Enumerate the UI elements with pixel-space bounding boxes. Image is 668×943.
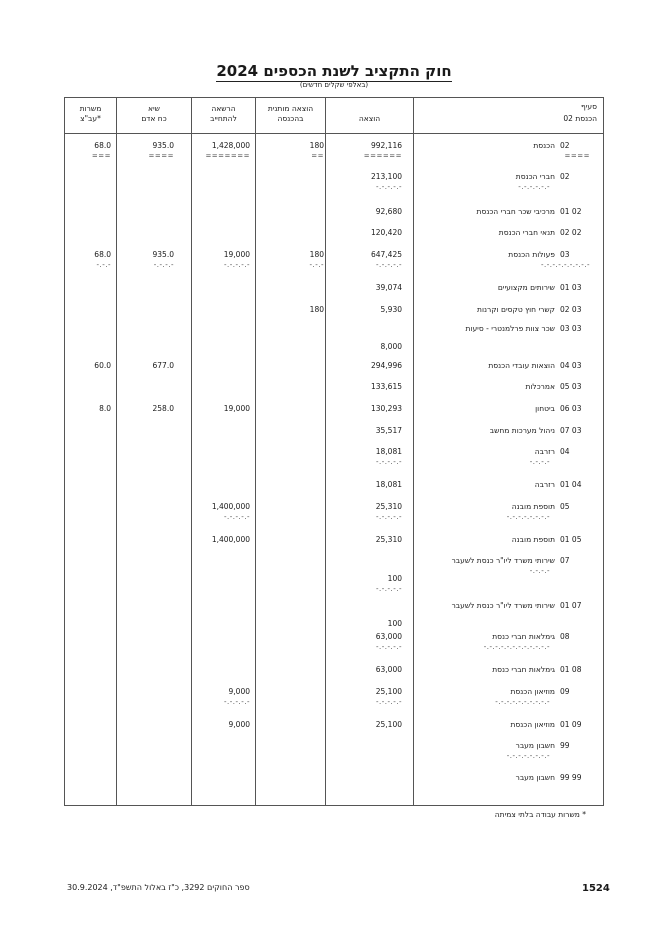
expense-separator-mark: -.-.-.-.- (375, 261, 402, 269)
row-separator-mark: -.-.-.- (529, 567, 550, 575)
row-section-name: תוספת מובנה (511, 535, 555, 544)
row-section-code: 03 (560, 250, 570, 259)
row-expense: 25,310 (375, 535, 402, 544)
row-section-name: מוזיאון הכנסת (510, 687, 555, 696)
row-conditional-expense: 180 (309, 305, 324, 314)
row-section-code: 01 09 (560, 720, 582, 729)
conditional-separator-mark: -.-.- (309, 261, 324, 269)
row-section-name: חשבון מעבר (515, 741, 555, 750)
row-separator-mark: -.-.-.- (529, 458, 550, 466)
page-subtitle: (באלפי שקלים חדשים) (299, 81, 369, 89)
header-conditional: הוצאה מותנית בהכנסה (267, 104, 314, 123)
row-separator-mark: -.-.-.-.-.-.-.- (506, 752, 550, 760)
expense-separator-mark: ====== (363, 152, 402, 160)
row-section-name: פעולות הכנסת (508, 250, 555, 259)
row-section-name: ביטחון (535, 404, 555, 413)
peak-separator-mark: ==== (148, 152, 174, 160)
row-expense: 8,000 (380, 342, 402, 351)
row-expense: 25,100 (375, 720, 402, 729)
row-expense: 39,074 (375, 283, 402, 292)
header-peak: שיא כח אדם (141, 104, 167, 123)
row-separator-mark: -.-.-.-.-.-.-.-.-.-.-.- (483, 643, 550, 651)
header-positions: משרות עב"צ* (79, 104, 102, 123)
commitment-separator-mark: ======= (205, 152, 250, 160)
row-separator-mark: -.-.-.-.-.- (518, 183, 550, 191)
row-peak-manpower: 677.0 (152, 361, 174, 370)
row-expense: 63,000 (375, 632, 402, 641)
row-section-code: 05 03 (560, 382, 582, 391)
row-section-name: גימלאות חברי כנסת (492, 632, 555, 641)
page-title: חוק התקציב לשנת הכספים 2024 (216, 62, 452, 80)
row-peak-manpower: 935.0 (152, 141, 174, 150)
row-section-name: הוצאות עובדי הכנסת (488, 361, 555, 370)
row-section-name: קשרי חוץ טקסים וקרנות (477, 305, 555, 314)
commitment-separator-mark: -.-.-.-.- (223, 513, 250, 521)
row-expense: 18,081 (375, 480, 402, 489)
row-section-name: אמרכלות (525, 382, 555, 391)
row-commitment: 19,000 (223, 404, 250, 413)
row-commitment: 1,400,000 (211, 535, 250, 544)
page-number: 1524 (582, 883, 610, 894)
row-section-code: 99 (560, 741, 570, 750)
row-conditional-expense: 180 (309, 141, 324, 150)
row-section-name: שירותי משרד ליו"ר כנסת לשעבר (451, 556, 555, 565)
row-section-code: 05 (560, 502, 570, 511)
row-positions: 68.0 (94, 141, 111, 150)
row-conditional-expense: 180 (309, 250, 324, 259)
row-section-code: 02 (560, 172, 570, 181)
row-section-code: 02 02 (560, 228, 582, 237)
row-expense: 130,293 (370, 404, 402, 413)
row-section-code: 04 (560, 447, 570, 456)
row-expense: 63,000 (375, 665, 402, 674)
row-expense: 647,425 (370, 250, 402, 259)
row-section-code: 08 (560, 632, 570, 641)
row-commitment: 1,428,000 (211, 141, 250, 150)
row-section-name: מוזיאון הכנסת (510, 720, 555, 729)
row-expense: 25,100 (375, 687, 402, 696)
row-section-name: תנאי חברי הכנסת (498, 228, 555, 237)
row-expense: 120,420 (370, 228, 402, 237)
row-section-code: 01 07 (560, 601, 582, 610)
row-expense: 100 (387, 574, 402, 583)
peak-separator-mark: -.-.-.- (153, 261, 174, 269)
row-section-code: 07 03 (560, 426, 582, 435)
row-section-name: גימלאות חברי כנסת (492, 665, 555, 674)
row-positions: 8.0 (99, 404, 111, 413)
row-separator-mark: -.-.-.-.-.-.-.-.-.- (495, 698, 550, 706)
row-section-code: 02 (560, 141, 570, 150)
row-section-name: ניהול מערכות מחשב (489, 426, 555, 435)
row-peak-manpower: 258.0 (152, 404, 174, 413)
row-section-name: רזרבה (534, 447, 555, 456)
row-section-code: 04 03 (560, 361, 582, 370)
positions-separator-mark: === (91, 152, 111, 160)
row-section-code: 99 99 (560, 773, 582, 782)
row-section-name: רזרבה (534, 480, 555, 489)
footer-source: ספר החוקים 3292, כ"ז באלול התשפ"ד, 30.9.2024 (67, 883, 250, 892)
row-expense: 25,310 (375, 502, 402, 511)
row-section-name: שכר צוות פרלמנטרי - סיעות (465, 324, 555, 333)
commitment-separator-mark: -.-.-.-.- (223, 261, 250, 269)
row-separator-mark: -.-.-.-.-.-.-.-.- (540, 261, 590, 269)
expense-separator-mark: -.-.-.-.- (375, 643, 402, 651)
positions-separator-mark: -.-.- (96, 261, 111, 269)
row-positions: 68.0 (94, 250, 111, 259)
row-positions: 60.0 (94, 361, 111, 370)
row-separator-mark: ==== (564, 152, 590, 160)
row-section-name: שירותי משרד ליו"ר כנסת לשעבר (451, 601, 555, 610)
row-section-code: 03 03 (560, 324, 582, 333)
row-section-code: 01 04 (560, 480, 582, 489)
row-section-code: 01 02 (560, 207, 582, 216)
row-section-code: 02 03 (560, 305, 582, 314)
header-section: סעיף 02 הכנסת (563, 102, 597, 123)
row-section-name: חברי הכנסת (515, 172, 555, 181)
row-expense: 100 (387, 619, 402, 628)
row-expense: 5,930 (380, 305, 402, 314)
row-section-name: מרכיבי שכר חברי הכנסת (476, 207, 555, 216)
row-section-code: 01 08 (560, 665, 582, 674)
row-commitment: 9,000 (228, 687, 250, 696)
conditional-separator-mark: == (311, 152, 324, 160)
row-expense: 92,680 (375, 207, 402, 216)
expense-separator-mark: -.-.-.-.- (375, 585, 402, 593)
expense-separator-mark: -.-.-.-.- (375, 183, 402, 191)
row-section-code: 09 (560, 687, 570, 696)
row-commitment: 1,400,000 (211, 502, 250, 511)
footnote: * משרות עבודה בלתי צמיתה (494, 810, 586, 819)
header-commitment: הרשאה להתחייב (210, 104, 237, 123)
row-section-code: 01 03 (560, 283, 582, 292)
row-expense: 18,081 (375, 447, 402, 456)
row-expense: 35,517 (375, 426, 402, 435)
expense-separator-mark: -.-.-.-.- (375, 458, 402, 466)
row-section-name: חשבון מעבר (515, 773, 555, 782)
row-section-name: שירותים מקצועיים (497, 283, 555, 292)
header-expense: הוצאה (358, 114, 381, 123)
expense-separator-mark: -.-.-.-.- (375, 513, 402, 521)
row-expense: 992,116 (370, 141, 402, 150)
row-commitment: 9,000 (228, 720, 250, 729)
row-expense: 133,615 (370, 382, 402, 391)
row-expense: 294,996 (370, 361, 402, 370)
row-separator-mark: -.-.-.-.-.-.-.- (506, 513, 550, 521)
row-section-code: 01 05 (560, 535, 582, 544)
row-section-code: 06 03 (560, 404, 582, 413)
row-section-name: הכנסת (533, 141, 555, 150)
commitment-separator-mark: -.-.-.-.- (223, 698, 250, 706)
expense-separator-mark: -.-.-.-.- (375, 698, 402, 706)
row-section-name: תוספת מובנה (511, 502, 555, 511)
row-section-code: 07 (560, 556, 570, 565)
row-commitment: 19,000 (223, 250, 250, 259)
row-expense: 213,100 (370, 172, 402, 181)
row-peak-manpower: 935.0 (152, 250, 174, 259)
